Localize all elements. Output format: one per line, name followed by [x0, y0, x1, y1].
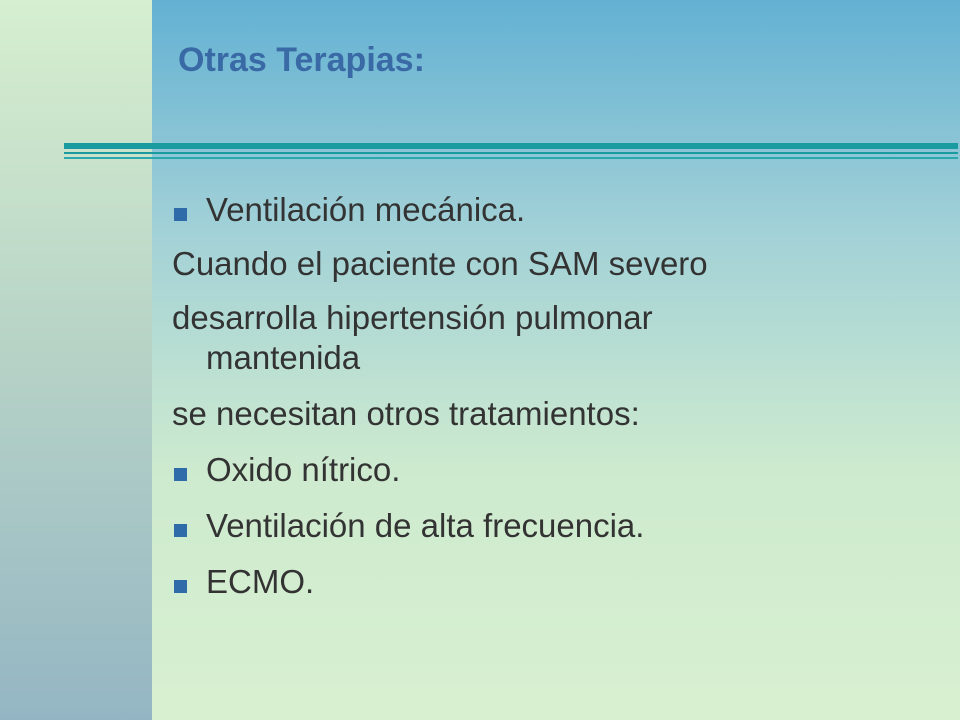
slide-content-list: [172, 190, 942, 602]
bullet-text: ECMO.: [206, 563, 315, 600]
title-divider-line: [64, 143, 958, 149]
bullet-text: Ventilación mecánica.: [206, 191, 526, 228]
paragraph-text: Cuando el paciente con SAM severo: [172, 245, 708, 282]
slide-title: Otras Terapias:: [178, 41, 425, 79]
square-bullet-icon: [174, 580, 187, 593]
title-divider-line: [64, 157, 958, 159]
paragraph-text: desarrolla hipertensión pulmonar: [172, 299, 653, 336]
square-bullet-icon: [174, 468, 187, 481]
paragraph-continuation-text: mantenida: [206, 339, 361, 376]
bullet-item-oxido-nitrico: [172, 450, 942, 490]
bullet-text: Oxido nítrico.: [206, 451, 401, 488]
square-bullet-icon: [174, 208, 187, 221]
paragraph-text: se necesitan otros tratamientos:: [172, 395, 640, 432]
bullet-item-ventilacion-mecanica: [172, 190, 942, 230]
bullet-item-ecmo: [172, 562, 942, 602]
left-decorative-strip: [0, 0, 152, 720]
paragraph-line: [172, 298, 942, 378]
square-bullet-icon: [174, 524, 187, 537]
title-divider-line: [64, 152, 958, 154]
paragraph-line: [172, 394, 942, 434]
bullet-text: Ventilación de alta frecuencia.: [206, 507, 645, 544]
paragraph-line: [172, 244, 942, 284]
bullet-item-ventilacion-alta-frecuencia: [172, 506, 942, 546]
